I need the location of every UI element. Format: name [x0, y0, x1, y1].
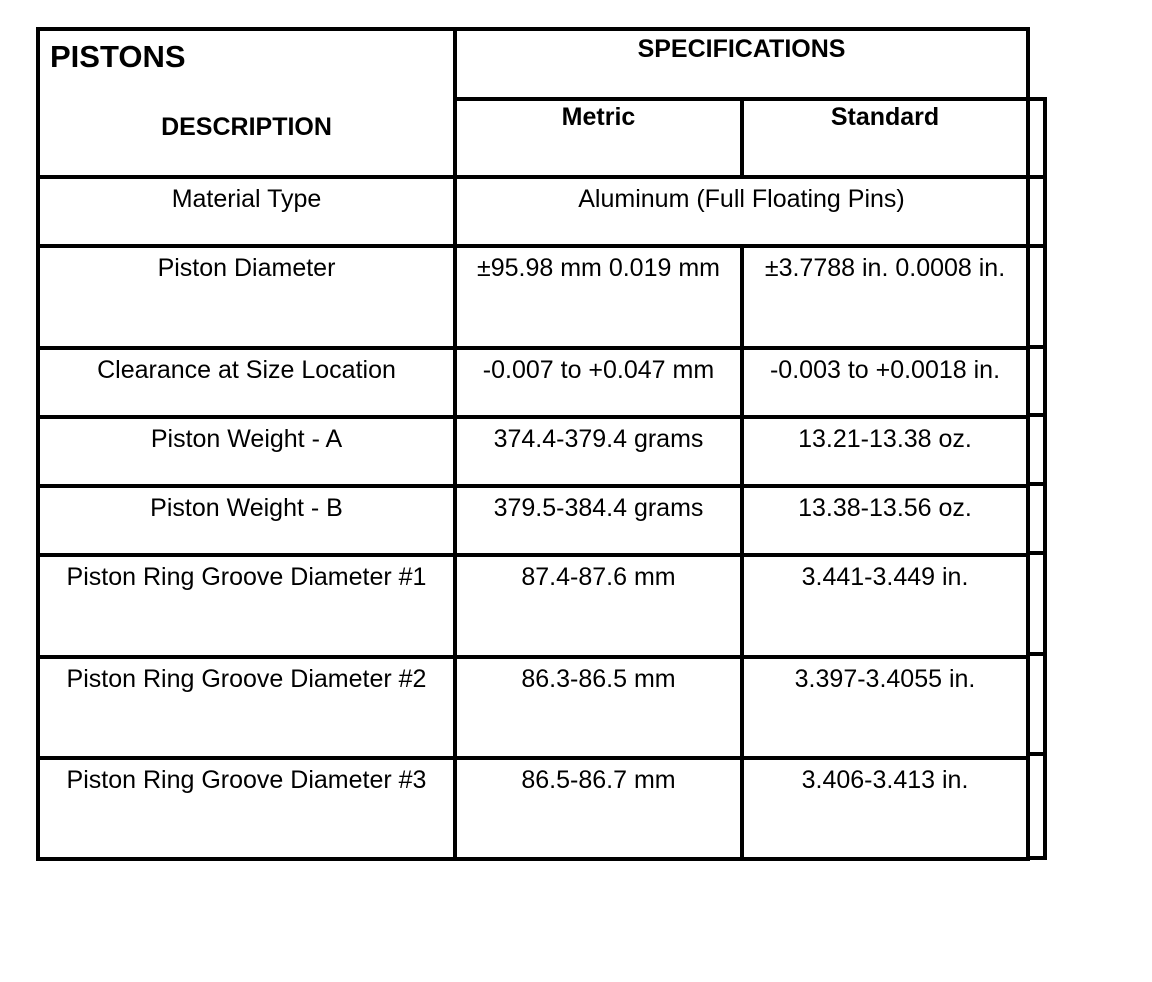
- table-row: [38, 246, 1028, 348]
- specifications-header: SPECIFICATIONS: [455, 29, 1028, 99]
- table-row: [38, 486, 1028, 555]
- row-description: Piston Ring Groove Diameter #3: [38, 758, 455, 859]
- rail-divider: [1026, 482, 1043, 486]
- table-title: PISTONS: [50, 39, 186, 74]
- table-right-rail: [1026, 97, 1047, 860]
- table-row: [38, 417, 1028, 486]
- table-row: [38, 657, 1028, 758]
- rail-divider: [1026, 413, 1043, 417]
- row-standard: 3.406-3.413 in.: [742, 758, 1028, 859]
- row-description: Clearance at Size Location: [38, 348, 455, 417]
- title-cell: [38, 29, 455, 177]
- metric-header: Metric: [455, 99, 742, 177]
- row-metric: 379.5-384.4 grams: [455, 486, 742, 555]
- row-metric: 86.5-86.7 mm: [455, 758, 742, 859]
- description-header: DESCRIPTION: [161, 113, 332, 141]
- row-standard: 13.38-13.56 oz.: [742, 486, 1028, 555]
- rail-divider: [1026, 175, 1043, 179]
- rail-divider: [1026, 752, 1043, 756]
- row-metric: 374.4-379.4 grams: [455, 417, 742, 486]
- row-standard: ±3.7788 in. 0.0008 in.: [742, 246, 1028, 348]
- table-row: [38, 758, 1028, 859]
- table-header-row: [38, 29, 1028, 99]
- row-metric: -0.007 to +0.047 mm: [455, 348, 742, 417]
- row-metric: 87.4-87.6 mm: [455, 555, 742, 657]
- material-value: Aluminum (Full Floating Pins): [455, 177, 1028, 246]
- row-standard: -0.003 to +0.0018 in.: [742, 348, 1028, 417]
- row-description: Piston Ring Groove Diameter #1: [38, 555, 455, 657]
- rail-divider: [1026, 652, 1043, 656]
- rail-divider: [1026, 244, 1043, 248]
- standard-header: Standard: [742, 99, 1028, 177]
- pistons-spec-table: [36, 27, 1030, 861]
- rail-divider: [1026, 551, 1043, 555]
- row-description: Piston Weight - A: [38, 417, 455, 486]
- row-standard: 3.441-3.449 in.: [742, 555, 1028, 657]
- row-description: Piston Weight - B: [38, 486, 455, 555]
- material-label: Material Type: [38, 177, 455, 246]
- row-standard: 13.21-13.38 oz.: [742, 417, 1028, 486]
- row-standard: 3.397-3.4055 in.: [742, 657, 1028, 758]
- table-row: [38, 348, 1028, 417]
- table-row-material: [38, 177, 1028, 246]
- row-description: Piston Diameter: [38, 246, 455, 348]
- row-metric: 86.3-86.5 mm: [455, 657, 742, 758]
- table-row: [38, 555, 1028, 657]
- rail-divider: [1026, 345, 1043, 349]
- row-metric: ±95.98 mm 0.019 mm: [455, 246, 742, 348]
- row-description: Piston Ring Groove Diameter #2: [38, 657, 455, 758]
